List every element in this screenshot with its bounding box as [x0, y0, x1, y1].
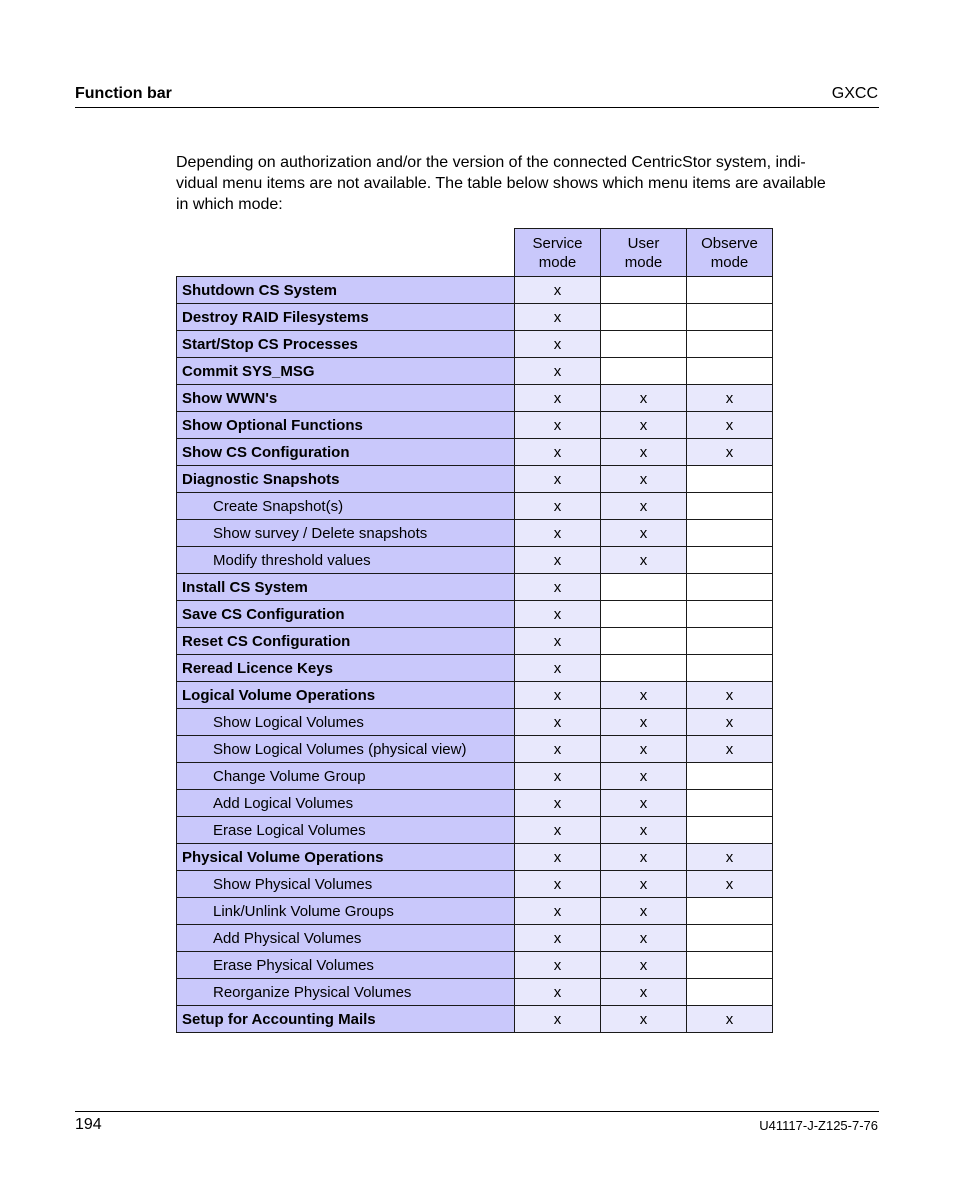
- column-header-text: mode: [624, 253, 663, 271]
- table-row: [177, 331, 773, 358]
- menu-item-label: Shutdown CS System: [177, 277, 515, 304]
- intro-line: vidual menu items are not available. The table below shows which menu items are available: [176, 175, 826, 192]
- document-code: U41117-J-Z125-7-76: [759, 1118, 878, 1133]
- footer-divider: [75, 1111, 879, 1112]
- user-mode-cell: x: [601, 844, 687, 871]
- service-mode-cell: x: [515, 358, 601, 385]
- observe-mode-cell: [687, 601, 773, 628]
- table-row: [177, 628, 773, 655]
- observe-mode-cell: [687, 574, 773, 601]
- user-mode-cell: [601, 358, 687, 385]
- service-mode-cell: x: [515, 412, 601, 439]
- service-mode-cell: x: [515, 277, 601, 304]
- menu-item-label: Show CS Configuration: [177, 439, 515, 466]
- observe-mode-cell: x: [687, 844, 773, 871]
- table-row: [177, 898, 773, 925]
- user-mode-cell: x: [601, 952, 687, 979]
- table-row: [177, 817, 773, 844]
- table-row: [177, 520, 773, 547]
- table-row: [177, 277, 773, 304]
- user-mode-cell: x: [601, 979, 687, 1006]
- service-mode-cell: x: [515, 925, 601, 952]
- intro-line: in which mode:: [176, 196, 283, 213]
- user-mode-cell: [601, 277, 687, 304]
- observe-mode-cell: x: [687, 385, 773, 412]
- user-mode-cell: x: [601, 763, 687, 790]
- menu-item-label: Save CS Configuration: [177, 601, 515, 628]
- user-mode-cell: x: [601, 898, 687, 925]
- submenu-item-label: Change Volume Group: [177, 763, 515, 790]
- table-row: [177, 466, 773, 493]
- user-mode-cell: x: [601, 466, 687, 493]
- user-mode-cell: x: [601, 682, 687, 709]
- service-mode-cell: x: [515, 439, 601, 466]
- observe-mode-cell: [687, 304, 773, 331]
- table-row: [177, 1006, 773, 1033]
- table-corner-cell: [177, 229, 515, 277]
- observe-mode-cell: [687, 466, 773, 493]
- service-mode-cell: x: [515, 952, 601, 979]
- service-mode-cell: x: [515, 790, 601, 817]
- table-row: [177, 412, 773, 439]
- user-mode-cell: x: [601, 439, 687, 466]
- menu-item-label: Physical Volume Operations: [177, 844, 515, 871]
- service-mode-cell: x: [515, 601, 601, 628]
- submenu-item-label: Create Snapshot(s): [177, 493, 515, 520]
- observe-mode-cell: [687, 493, 773, 520]
- submenu-item-label: Erase Physical Volumes: [177, 952, 515, 979]
- submenu-item-label: Link/Unlink Volume Groups: [177, 898, 515, 925]
- menu-item-label: Reread Licence Keys: [177, 655, 515, 682]
- menu-item-label: Destroy RAID Filesystems: [177, 304, 515, 331]
- service-mode-cell: x: [515, 763, 601, 790]
- service-mode-cell: x: [515, 709, 601, 736]
- service-mode-cell: x: [515, 466, 601, 493]
- user-mode-cell: [601, 655, 687, 682]
- service-mode-cell: x: [515, 817, 601, 844]
- column-header-user: [601, 229, 687, 277]
- user-mode-cell: x: [601, 385, 687, 412]
- table-row: [177, 736, 773, 763]
- user-mode-cell: x: [601, 709, 687, 736]
- user-mode-cell: x: [601, 547, 687, 574]
- intro-line: Depending on authorization and/or the version of the connected CentricStor system, indi-: [176, 154, 806, 171]
- user-mode-cell: x: [601, 520, 687, 547]
- service-mode-cell: x: [515, 871, 601, 898]
- table-row: [177, 979, 773, 1006]
- column-header-text: mode: [538, 253, 577, 271]
- table-row: [177, 952, 773, 979]
- submenu-item-label: Show survey / Delete snapshots: [177, 520, 515, 547]
- user-mode-cell: x: [601, 1006, 687, 1033]
- service-mode-cell: x: [515, 682, 601, 709]
- service-mode-cell: x: [515, 655, 601, 682]
- observe-mode-cell: x: [687, 439, 773, 466]
- table-row: [177, 682, 773, 709]
- table-body: [177, 277, 773, 1033]
- column-header-observe: [687, 229, 773, 277]
- running-header-section: Function bar: [75, 85, 172, 102]
- service-mode-cell: x: [515, 385, 601, 412]
- observe-mode-cell: [687, 547, 773, 574]
- service-mode-cell: x: [515, 736, 601, 763]
- table-row: [177, 709, 773, 736]
- observe-mode-cell: [687, 520, 773, 547]
- user-mode-cell: [601, 601, 687, 628]
- table-row: [177, 358, 773, 385]
- service-mode-cell: x: [515, 331, 601, 358]
- menu-item-label: Commit SYS_MSG: [177, 358, 515, 385]
- observe-mode-cell: [687, 817, 773, 844]
- table-row: [177, 925, 773, 952]
- column-header-text: Observe: [701, 234, 758, 252]
- table-row: [177, 871, 773, 898]
- page-number: 194: [75, 1116, 102, 1133]
- submenu-item-label: Add Physical Volumes: [177, 925, 515, 952]
- observe-mode-cell: x: [687, 709, 773, 736]
- table-row: [177, 547, 773, 574]
- observe-mode-cell: [687, 979, 773, 1006]
- menu-item-label: Diagnostic Snapshots: [177, 466, 515, 493]
- menu-item-label: Show WWN's: [177, 385, 515, 412]
- user-mode-cell: x: [601, 736, 687, 763]
- user-mode-cell: [601, 574, 687, 601]
- observe-mode-cell: [687, 628, 773, 655]
- submenu-item-label: Show Logical Volumes (physical view): [177, 736, 515, 763]
- table-row: [177, 790, 773, 817]
- table-row: [177, 439, 773, 466]
- submenu-item-label: Show Logical Volumes: [177, 709, 515, 736]
- menu-item-label: Logical Volume Operations: [177, 682, 515, 709]
- observe-mode-cell: x: [687, 736, 773, 763]
- user-mode-cell: [601, 304, 687, 331]
- observe-mode-cell: x: [687, 682, 773, 709]
- column-header-service: [515, 229, 601, 277]
- table-row: [177, 574, 773, 601]
- menu-item-label: Show Optional Functions: [177, 412, 515, 439]
- column-header-text: mode: [710, 253, 749, 271]
- user-mode-cell: x: [601, 493, 687, 520]
- service-mode-cell: x: [515, 1006, 601, 1033]
- service-mode-cell: x: [515, 520, 601, 547]
- user-mode-cell: x: [601, 925, 687, 952]
- service-mode-cell: x: [515, 628, 601, 655]
- user-mode-cell: x: [601, 412, 687, 439]
- intro-paragraph: [176, 152, 880, 215]
- service-mode-cell: x: [515, 979, 601, 1006]
- table-row: [177, 655, 773, 682]
- observe-mode-cell: [687, 898, 773, 925]
- submenu-item-label: Erase Logical Volumes: [177, 817, 515, 844]
- service-mode-cell: x: [515, 304, 601, 331]
- menu-item-label: Install CS System: [177, 574, 515, 601]
- column-header-text: User: [627, 234, 660, 252]
- submenu-item-label: Reorganize Physical Volumes: [177, 979, 515, 1006]
- observe-mode-cell: x: [687, 871, 773, 898]
- user-mode-cell: x: [601, 871, 687, 898]
- table-row: [177, 763, 773, 790]
- menu-item-label: Start/Stop CS Processes: [177, 331, 515, 358]
- menu-item-label: Setup for Accounting Mails: [177, 1006, 515, 1033]
- observe-mode-cell: [687, 925, 773, 952]
- table-row: [177, 304, 773, 331]
- user-mode-cell: [601, 628, 687, 655]
- submenu-item-label: Show Physical Volumes: [177, 871, 515, 898]
- user-mode-cell: x: [601, 817, 687, 844]
- observe-mode-cell: [687, 790, 773, 817]
- service-mode-cell: x: [515, 844, 601, 871]
- table-header-row: [177, 229, 773, 277]
- observe-mode-cell: x: [687, 1006, 773, 1033]
- table-row: [177, 493, 773, 520]
- observe-mode-cell: [687, 952, 773, 979]
- observe-mode-cell: [687, 763, 773, 790]
- observe-mode-cell: [687, 331, 773, 358]
- observe-mode-cell: [687, 358, 773, 385]
- table-row: [177, 601, 773, 628]
- observe-mode-cell: [687, 655, 773, 682]
- submenu-item-label: Add Logical Volumes: [177, 790, 515, 817]
- service-mode-cell: x: [515, 493, 601, 520]
- submenu-item-label: Modify threshold values: [177, 547, 515, 574]
- column-header-text: Service: [532, 234, 583, 252]
- service-mode-cell: x: [515, 574, 601, 601]
- observe-mode-cell: x: [687, 412, 773, 439]
- table-row: [177, 844, 773, 871]
- user-mode-cell: x: [601, 790, 687, 817]
- user-mode-cell: [601, 331, 687, 358]
- header-divider: [75, 107, 879, 108]
- running-header-product: GXCC: [831, 85, 878, 102]
- service-mode-cell: x: [515, 547, 601, 574]
- menu-mode-table: [176, 228, 773, 1033]
- observe-mode-cell: [687, 277, 773, 304]
- table-row: [177, 385, 773, 412]
- menu-item-label: Reset CS Configuration: [177, 628, 515, 655]
- service-mode-cell: x: [515, 898, 601, 925]
